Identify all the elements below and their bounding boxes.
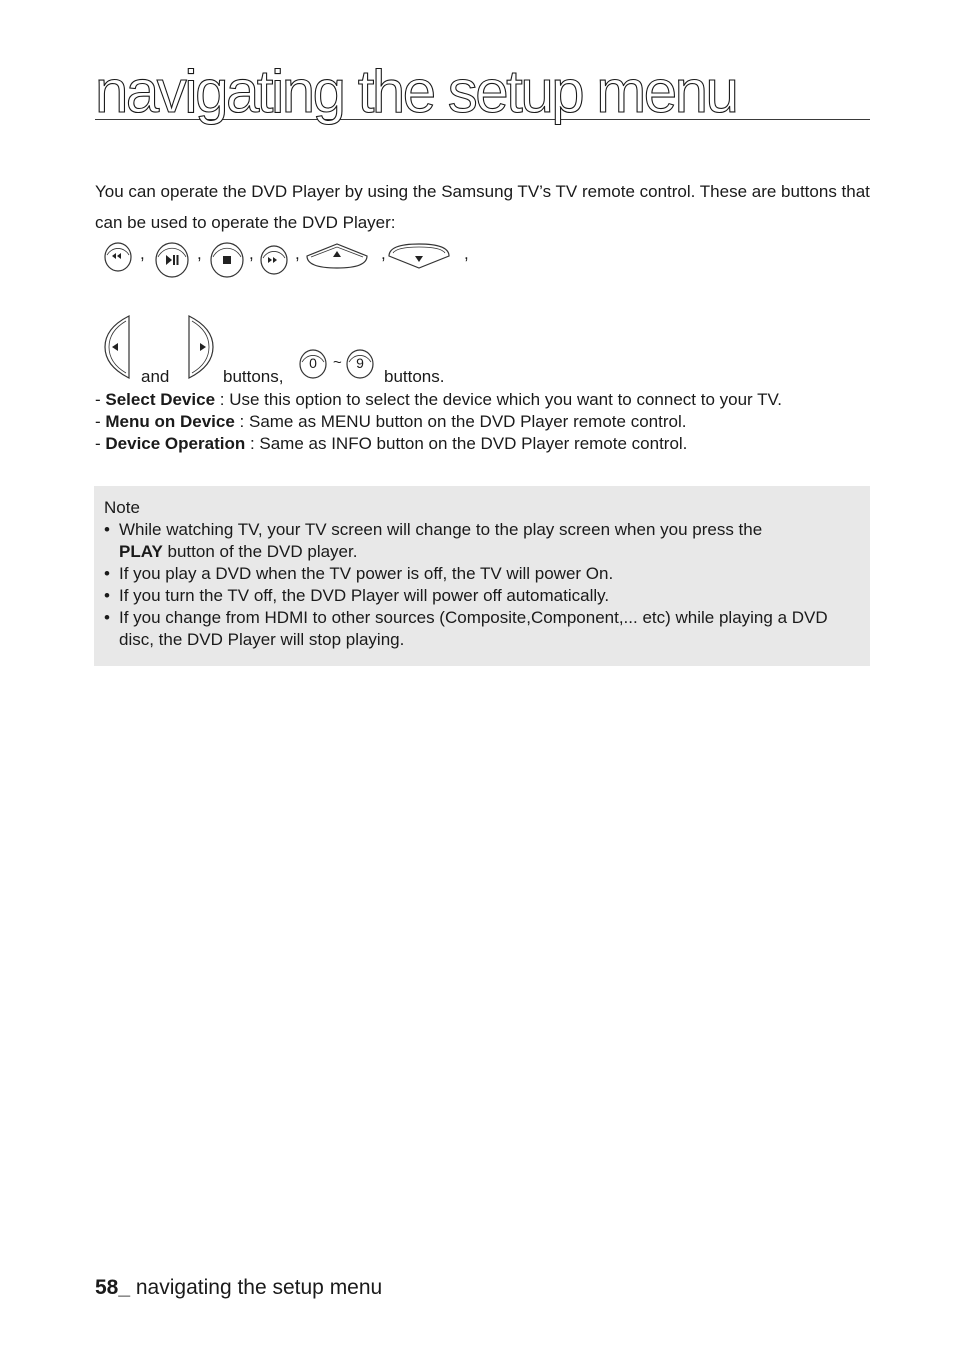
stop-button-icon xyxy=(209,241,245,279)
tilde-label: ~ xyxy=(333,354,342,371)
remote-buttons-row-2 xyxy=(100,312,480,392)
footer-section: navigating the setup menu xyxy=(130,1276,383,1299)
note-text: button of the DVD player. xyxy=(162,542,358,561)
remote-buttons-row-1 xyxy=(100,238,480,280)
digit-0-button-icon xyxy=(298,348,328,380)
note-item xyxy=(104,563,860,585)
bullet: • xyxy=(104,608,110,627)
comma: , xyxy=(381,244,386,263)
left-arrow-button-icon xyxy=(103,314,133,380)
page-title: navigating the setup menu xyxy=(95,64,870,120)
note-text: If you play a DVD when the TV power is off, the TV will power On. xyxy=(119,564,614,583)
intro-paragraph: You can operate the DVD Player by using the Samsung TV’s TV remote control. These are buttons that can be used to operate the DVD Player: xyxy=(95,182,870,232)
buttons-label: buttons. xyxy=(384,367,445,386)
definition-desc: : Same as INFO button on the DVD Player remote control. xyxy=(245,434,688,453)
definition-prefix: - xyxy=(95,390,106,409)
page-number: 58_ xyxy=(95,1276,131,1299)
comma: , xyxy=(295,244,300,263)
note-list xyxy=(104,519,860,651)
definition-term: Menu on Device xyxy=(105,412,235,431)
definition-prefix: - xyxy=(95,434,106,453)
definition-prefix: - xyxy=(95,412,106,431)
note-text: While watching TV, your TV screen will change to the play screen when you press the xyxy=(119,520,763,539)
definition-term: Device Operation xyxy=(105,434,246,453)
rewind-button-icon xyxy=(103,241,133,273)
bullet: • xyxy=(104,520,110,539)
comma: , xyxy=(464,244,469,263)
page-footer xyxy=(95,1276,382,1300)
comma: , xyxy=(197,244,202,263)
down-arrow-button-icon xyxy=(387,242,451,270)
note-title: Note xyxy=(104,498,140,517)
definition-menu-on-device xyxy=(95,411,895,433)
comma: , xyxy=(140,244,145,263)
bullet: • xyxy=(104,564,110,583)
option-definitions xyxy=(95,389,895,455)
up-arrow-button-icon xyxy=(305,242,369,270)
digit-0-label: 0 xyxy=(309,355,317,371)
note-item xyxy=(104,519,860,563)
definition-device-operation xyxy=(95,433,895,455)
fast-forward-button-icon xyxy=(259,244,289,276)
bullet: • xyxy=(104,586,110,605)
digit-9-button-icon xyxy=(345,348,375,380)
definition-desc: : Use this option to select the device which you want to connect to your TV. xyxy=(215,390,783,409)
note-item xyxy=(104,607,860,651)
right-arrow-button-icon xyxy=(185,314,215,380)
buttons-label: buttons, xyxy=(223,367,284,386)
play-keyword: PLAY xyxy=(119,542,163,561)
note-item xyxy=(104,585,860,607)
and-label: and xyxy=(141,367,170,386)
definition-select-device xyxy=(95,389,895,411)
note-text: If you change from HDMI to other sources (Composite,Component,... etc) while playing a DVD disc, the DVD Player will stop playing. xyxy=(119,608,828,649)
play-pause-button-icon xyxy=(154,241,190,279)
note-box xyxy=(94,486,870,666)
comma: , xyxy=(249,244,254,263)
digit-9-label: 9 xyxy=(356,355,364,371)
definition-desc: : Same as MENU button on the DVD Player remote control. xyxy=(234,412,687,431)
definition-term: Select Device xyxy=(105,390,216,409)
note-text: If you turn the TV off, the DVD Player will power off automatically. xyxy=(119,586,610,605)
